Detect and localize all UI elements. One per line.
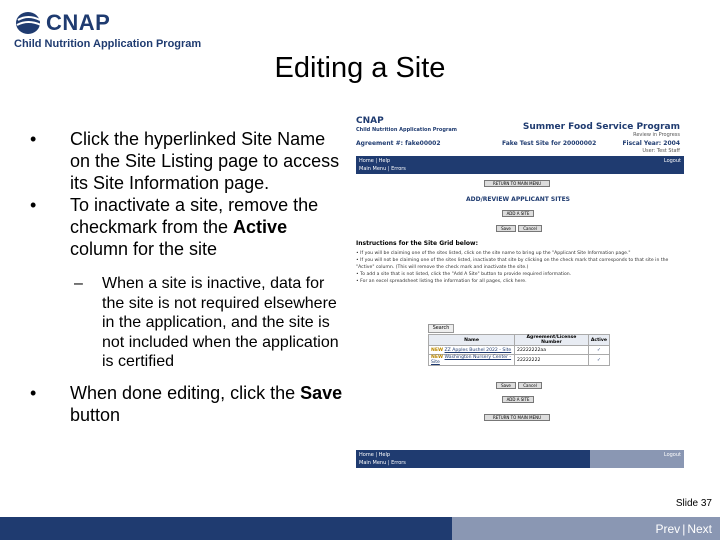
bullet-text: column for the site — [70, 239, 218, 259]
bullet-text: To inactivate a site, remove the checkmark from the — [70, 195, 319, 237]
site-name-link[interactable]: ZZ Apples Bushel 2022 - Site — [444, 347, 512, 353]
active-checkbox[interactable]: ✓ — [588, 355, 609, 366]
return-main-menu-button-bottom[interactable]: RETURN TO MAIN MENU — [484, 414, 550, 421]
instructions-list — [356, 250, 682, 285]
return-main-menu-button[interactable]: RETURN TO MAIN MENU — [484, 180, 550, 187]
logout-link[interactable]: Logout — [663, 452, 681, 458]
site-listing-screenshot — [352, 112, 684, 472]
top-nav-bar — [356, 156, 684, 174]
bottom-nav-bar — [356, 450, 684, 468]
instruction-line: • To add a site that is not listed, click the "Add A Site" button to provide required information. — [356, 272, 572, 277]
bullet-bold-text: Active — [233, 217, 288, 237]
agreement-number-cell: 22222222aa — [515, 346, 589, 355]
next-link[interactable]: Next — [687, 522, 712, 536]
add-site-button-bottom[interactable]: ADD A SITE — [502, 396, 534, 403]
footer-navigation — [656, 522, 713, 536]
bullet-list — [30, 128, 350, 426]
save-button[interactable]: Save — [496, 225, 516, 232]
fiscal-year: Fiscal Year: 2004 — [622, 140, 680, 147]
nav-main-errors[interactable]: Main Menu | Errors — [359, 166, 406, 172]
bullet-item — [30, 194, 350, 260]
slide-number: Slide 37 — [675, 498, 712, 509]
save-button-bottom[interactable]: Save — [496, 382, 516, 389]
site-name-link[interactable]: Washington Nursery Center - Site — [431, 355, 512, 365]
site-name-cell — [429, 346, 515, 355]
nav-separator: | — [682, 522, 686, 536]
bullet-text: button — [70, 404, 121, 425]
review-status: Review in Progress — [633, 132, 680, 138]
site-for-label: Fake Test Site for 20000002 — [502, 140, 597, 147]
prev-link[interactable]: Prev — [655, 522, 681, 536]
screenshot-logo-tagline: Child Nutrition Application Program — [356, 127, 457, 133]
cnap-logo — [10, 8, 220, 52]
logo-wordmark: CNAP — [46, 10, 111, 35]
user-label: User: Test Staff — [642, 148, 680, 154]
site-name-cell — [429, 355, 515, 366]
bullet-glyph: • — [30, 195, 37, 215]
dash-glyph: – — [74, 275, 83, 292]
table-header-row — [429, 335, 610, 346]
bullet-item — [30, 382, 350, 426]
sub-bullet-item — [30, 274, 350, 372]
program-name: Summer Food Service Program — [522, 122, 680, 132]
instruction-line: • If you will be claiming one of the sites listed, click on the site name to bring up the "Applicant Site Information page." — [356, 251, 631, 256]
nav-home-help[interactable]: Home | Help — [359, 158, 391, 164]
nav-home-help[interactable]: Home | Help — [359, 452, 391, 458]
instructions-title: Instructions for the Site Grid below: — [356, 240, 479, 247]
sub-bullet-text: When a site is inactive, data for the site is not required elsewhere in the application, and the site is not included when the application is certified — [102, 275, 339, 370]
table-row — [429, 346, 610, 355]
instruction-line: • If you will not be claiming one of the sites listed, inactivate that site by clicking on the check mark that corresponds to that site in the "Active" column. (This will remove the check mark and inactivate the site.) — [356, 258, 669, 270]
bullet-glyph: • — [30, 129, 37, 149]
new-tag: NEW — [431, 355, 444, 360]
section-heading: ADD/REVIEW APPLICANT SITES — [465, 196, 570, 203]
logout-link[interactable]: Logout — [663, 158, 681, 164]
table-row — [429, 355, 610, 366]
bullet-text: When done editing, click the — [70, 382, 301, 403]
agreement-number-cell: 22222222 — [515, 355, 589, 366]
instruction-line: • For an excel spreadsheet listing the information for all pages, click here. — [356, 279, 527, 284]
active-checkbox[interactable]: ✓ — [588, 346, 609, 355]
bullet-item — [30, 128, 350, 194]
cancel-button-bottom[interactable]: Cancel — [518, 382, 542, 389]
cancel-button[interactable]: Cancel — [518, 225, 542, 232]
screenshot-logo: CNAP — [356, 116, 384, 126]
column-header: Name — [429, 335, 515, 346]
column-header: Agreement/License Number — [515, 335, 589, 346]
bullet-glyph: • — [30, 382, 37, 403]
agreement-number: Agreement #: fake00002 — [356, 140, 441, 147]
logo-tagline: Child Nutrition Application Program — [14, 38, 202, 50]
globe-logo-icon — [14, 10, 44, 36]
slide-title: Editing a Site — [274, 52, 446, 84]
site-grid — [428, 334, 610, 366]
new-tag: NEW — [431, 347, 444, 353]
search-button[interactable]: Search — [428, 324, 454, 333]
nav-main-errors[interactable]: Main Menu | Errors — [359, 460, 406, 466]
add-site-button[interactable]: ADD A SITE — [502, 210, 534, 217]
bullet-bold-text: Save — [300, 382, 343, 403]
bullet-text: Click the hyperlinked Site Name on the Site Listing page to access its Site Information page. — [70, 129, 340, 193]
column-header: Active — [588, 335, 609, 346]
